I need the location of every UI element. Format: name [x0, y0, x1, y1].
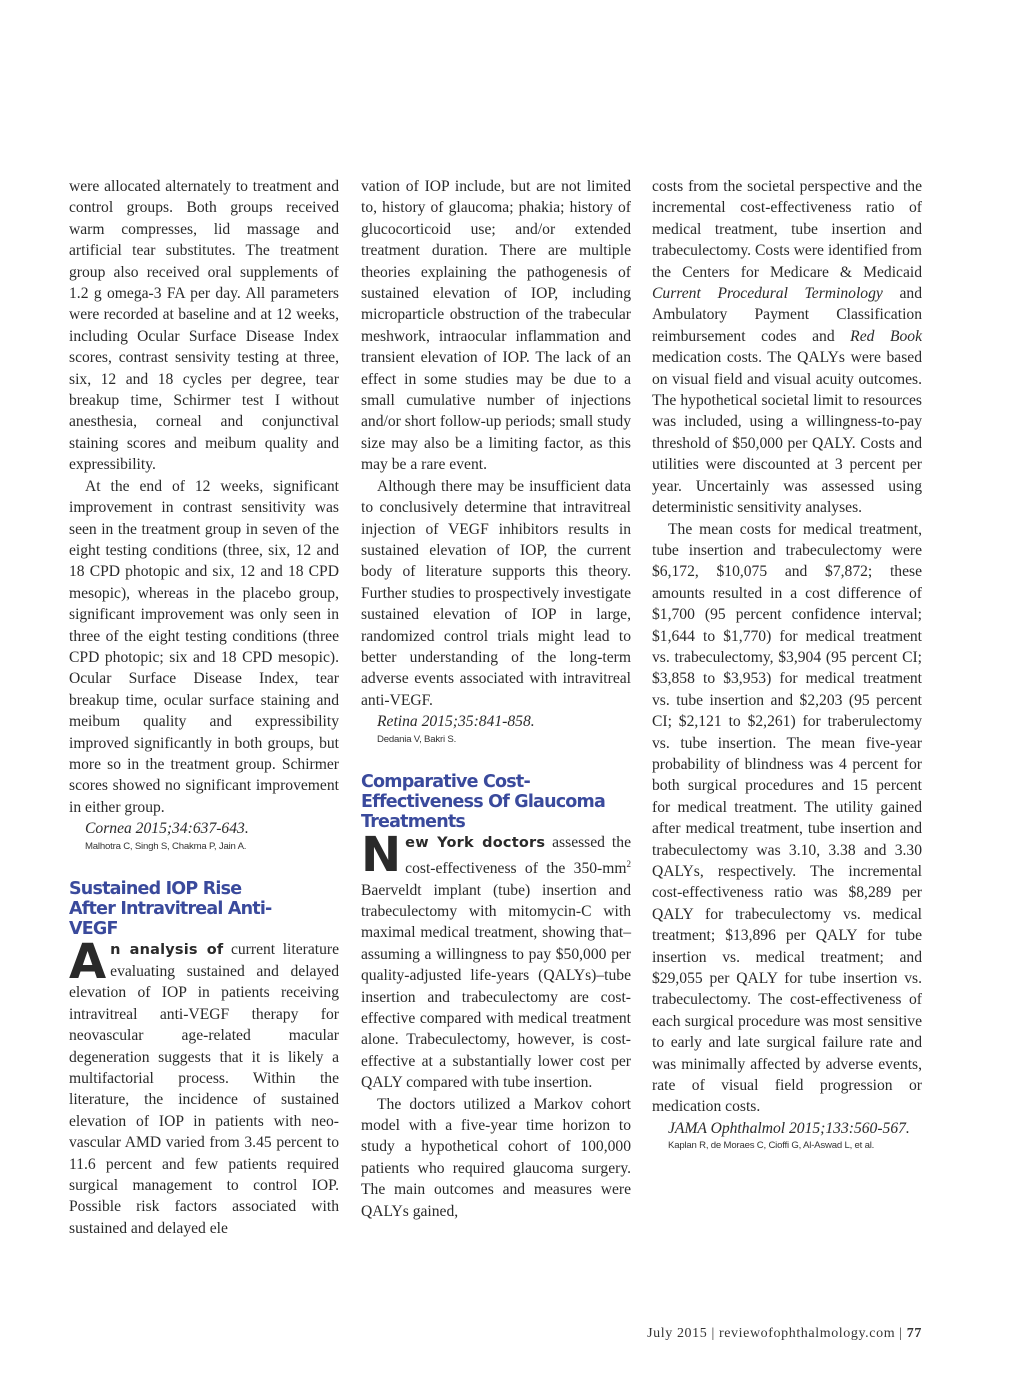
body-paragraph	[652, 176, 922, 519]
italic-term: Current Procedural Terminology	[652, 285, 883, 303]
citation: Cornea 2015;34:637-643.	[85, 820, 249, 838]
column-2	[361, 176, 631, 1222]
body-paragraph: vation of IOP include, but are not limited to, history of glaucoma; phakia; history of glucocorticoid use; and/or extended treatment duration. There are multiple theories explaining the pathogenesis of sustained elevation of IOP, including microparticle obstruction of the trabecular meshwork, intraocular inflammation and transient elevation of IOP. The lack of an effect in some studies may be due to a small cumulative number of injections and/or short follow-up periods; small study size may also be a limiting factor, as this may be a rare event.	[361, 178, 631, 474]
body-text: costs from the societal perspective and the incremental cost-effectiveness ratio of medical treatment, tube insertion and trabeculectomy. Costs were identified from the Centers for Medicare & Medicaid	[652, 178, 922, 281]
footer-separator: |	[707, 1326, 719, 1341]
lead-in: ew York doctors	[405, 834, 546, 851]
drop-cap: A	[69, 933, 107, 990]
column-1	[69, 176, 339, 1239]
body-text: and Ambulatory Payment Classification reimbursement codes and	[652, 285, 922, 345]
section-heading: Comparative Cost-Effectiveness Of Glaucoma Treatments	[361, 771, 605, 832]
body-text: Baerveldt implant (tube) insertion and trabeculectomy with mitomycin-C with maximal medical treatment, showing that–assuming a willingness to pay $50,000 per quality-adjusted life-years (QALYs)–tube insertion and trabeculectomy are cost-effective compared with medical treatment alone. Trabeculectomy, however, is cost-effective at a substantially lower cost per QALY compared with tube insertion.	[361, 881, 631, 1092]
footer-separator: |	[895, 1326, 907, 1341]
body-paragraph: At the end of 12 weeks, significant improvement in contrast sensitivity was seen in the treatment group in seven of the eight testing conditions (three, six, 12 and 18 CPD photopic and six, 12 and 18 CPD mesopic), whereas in the placebo group, significant improvement was only seen in three of the eight testing conditions (three CPD photopic; six and 18 CPD mesopic). Ocular Surface Disease Index, tear breakup time, ocular surface staining and meibum quality and expressibility improved significantly in both groups, but more so in the treatment group. Schirmer scores showed no significant improvement in either group.	[69, 477, 339, 816]
page-number: 77	[906, 1326, 922, 1341]
body-paragraph: The doctors utilized a Markov cohort model with a five-year time horizon to study a hypothetical cohort of 100,000 patients who required glaucoma surgery. The main outcomes and measures were QALYs gained,	[361, 1095, 631, 1220]
authors: Dedania V, Bakri S.	[377, 733, 457, 745]
citation: JAMA Ophthalmol 2015;133:560-567.	[668, 1119, 910, 1137]
issue-date: July 2015	[647, 1326, 708, 1341]
body-paragraph: were allocated alternately to treatment and control groups. Both groups received warm compresses, lid massage and artificial tear substitutes. The treatment group also received oral supplements of 1.2 g omega-3 FA per day. All parameters were recorded at baseline and at 12 weeks, including Ocular Surface Disease Index scores, contrast sensivity testing at three, six, 12 and 18 cycles per degree, tear breakup time, Schirmer test I without anesthesia, corneal and conjunctival staining scores and meibum quality and expressibility.	[69, 178, 339, 474]
authors: Malhotra C, Singh S, Chakma P, Jain A.	[85, 840, 247, 852]
page-footer	[612, 1326, 922, 1342]
authors: Kaplan R, de Moraes C, Cioffi G, Al-Aswad L, et al.	[668, 1140, 875, 1152]
website: reviewofophthalmology.com	[718, 1326, 896, 1341]
body-text: current literature evaluating sustained and delayed elevation of IOP in patients receiving intravitreal anti-VEGF therapy for neovascular age-related macular degeneration suggests that it is likely a multifactorial process. Within the literature, the incidence of sustained elevation of IOP in patients with neovascular AMD varied from 3.45 percent to 11.6 percent and few patients required surgical management to control IOP. Possible risk factors associated with sustained and delayed ele	[69, 940, 339, 1237]
body-paragraph: Although there may be insufficient data to conclusively determine that intravitreal injection of VEGF inhibitors results in sustained elevation of IOP, the current body of literature supports this theory. Further studies to prospectively investigate sustained elevation of IOP in large, randomized control trials might lead to better understanding of the long-term adverse events associated with intravitreal anti-VEGF.	[361, 477, 631, 709]
body-text: assessed the cost-effectiveness of the 350-mm	[405, 833, 631, 878]
body-text: medication costs. The QALYs were based on visual field and visual acuity outcomes. The hypothetical societal limit to resources was included, using a willingness-to-pay threshold of $50,000 per QALY. Costs and utilities were discounted at 3 percent per year. Uncertainly was assessed using deterministic sensitivity analyses.	[652, 349, 922, 517]
body-paragraph	[361, 826, 631, 1094]
section-heading: Sustained IOP Rise After Intravitreal Anti-VEGF	[69, 878, 272, 939]
column-3	[652, 176, 922, 1152]
drop-cap: N	[361, 826, 402, 883]
body-paragraph	[69, 933, 339, 1240]
citation: Retina 2015;35:841-858.	[377, 713, 535, 731]
italic-term: Red Book	[850, 327, 922, 345]
superscript: 2	[626, 858, 631, 869]
lead-in: n analysis of	[110, 941, 224, 958]
body-paragraph: The mean costs for medical treatment, tube insertion and trabeculectomy were $6,172, $10,075 and $7,872; these amounts resulted in a cost difference of $1,700 (95 percent confidence interval; $1,644 to $1,770) for medical treatment vs. trabeculectomy, $3,904 (95 percent CI; $3,858 to $3,953) for medical treatment vs. tube insertion and $2,203 (95 percent CI; $2,121 to $2,261) for traberulectomy vs. tube insertion. The mean five-year probability of blindness was 4 percent for both surgical procedures and 15 percent for medical treatment. The utility gained after medical treatment, tube insertion and trabeculectomy was 3.10, 3.38 and 3.30 QALYs, respectively. The incremental cost-effectiveness ratio was $8,289 per QALY for trabeculectomy vs. medical treatment; $13,896 per QALY for tube insertion vs. medical treatment; and $29,055 per QALY for tube insertion vs. trabeculectomy. The cost-effectiveness of each surgical procedure was most sensitive to early and late surgical failure rate and was minimally affected by adverse events, rate of visual field progression or medication costs.	[652, 520, 922, 1116]
